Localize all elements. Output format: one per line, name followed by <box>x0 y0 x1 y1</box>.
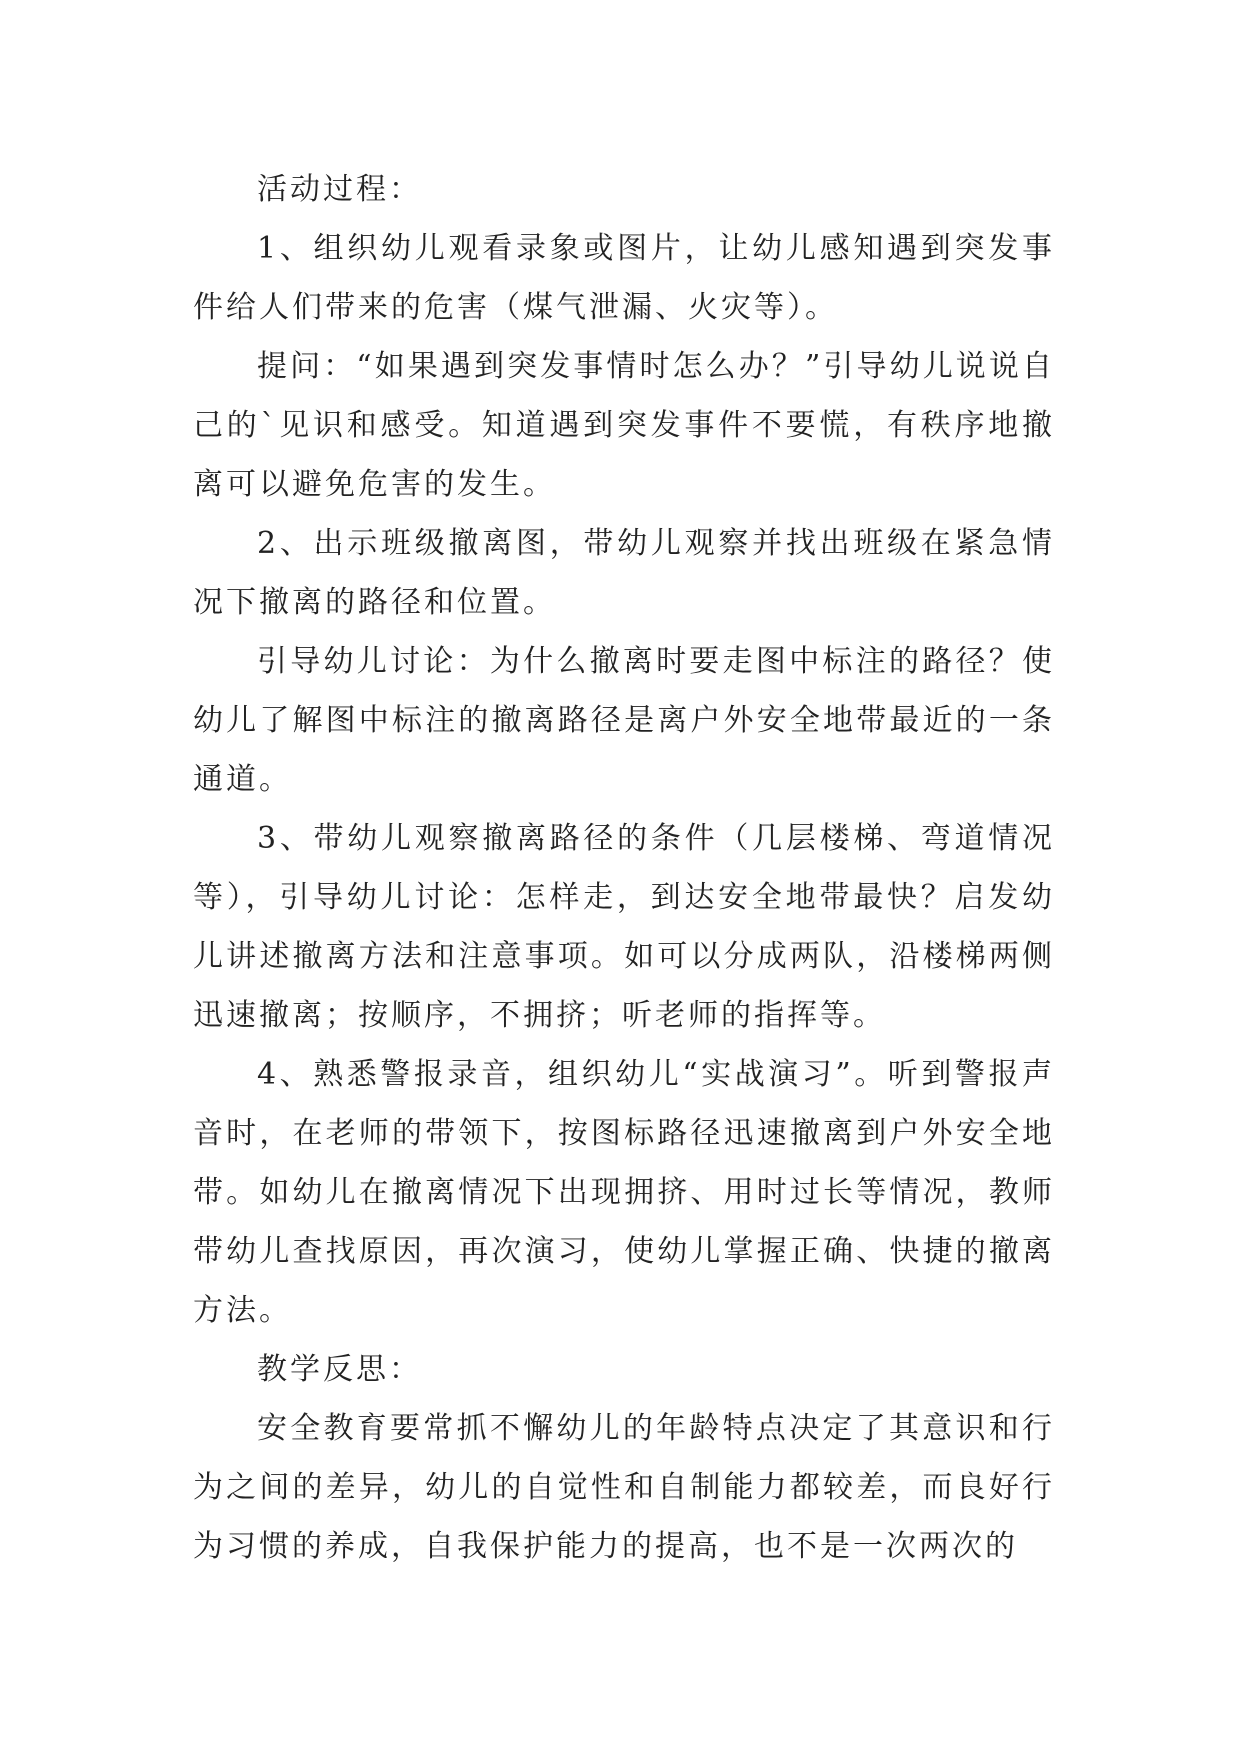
paragraph-question: 提问：“如果遇到突发事情时怎么办？”引导幼儿说说自己的`见识和感受。知道遇到突发事件不要慌，有秩序地撤离可以避免危害的发生。 <box>193 349 1055 502</box>
paragraph-step-1: 1、组织幼儿观看录象或图片，让幼儿感知遇到突发事件给人们带来的危害（煤气泄漏、火灾等）。 <box>193 231 1055 325</box>
document-body <box>193 160 1055 1576</box>
paragraph-discussion: 引导幼儿讨论：为什么撤离时要走图中标注的路径？使幼儿了解图中标注的撤离路径是离户外安全地带最近的一条通道。 <box>193 644 1055 797</box>
section-heading-teaching-reflection: 教学反思： <box>257 1352 422 1387</box>
paragraph-reflection: 安全教育要常抓不懈幼儿的年龄特点决定了其意识和行为之间的差异，幼儿的自觉性和自制能力都较差，而良好行为习惯的养成，自我保护能力的提高，也不是一次两次的 <box>193 1411 1055 1564</box>
paragraph-step-4: 4、熟悉警报录音，组织幼儿“实战演习”。听到警报声音时，在老师的带领下，按图标路径迅速撤离到户外安全地带。如幼儿在撤离情况下出现拥挤、用时过长等情况，教师带幼儿查找原因，再次演习，使幼儿掌握正确、快捷的撤离方法。 <box>193 1057 1055 1328</box>
paragraph-step-3: 3、带幼儿观察撤离路径的条件（几层楼梯、弯道情况等），引导幼儿讨论：怎样走，到达安全地带最快？启发幼儿讲述撤离方法和注意事项。如可以分成两队，沿楼梯两侧迅速撤离；按顺序，不拥挤；听老师的指挥等。 <box>193 821 1055 1033</box>
section-heading-activity-process: 活动过程： <box>257 172 422 207</box>
paragraph-step-2: 2、出示班级撤离图，带幼儿观察并找出班级在紧急情况下撤离的路径和位置。 <box>193 526 1055 620</box>
